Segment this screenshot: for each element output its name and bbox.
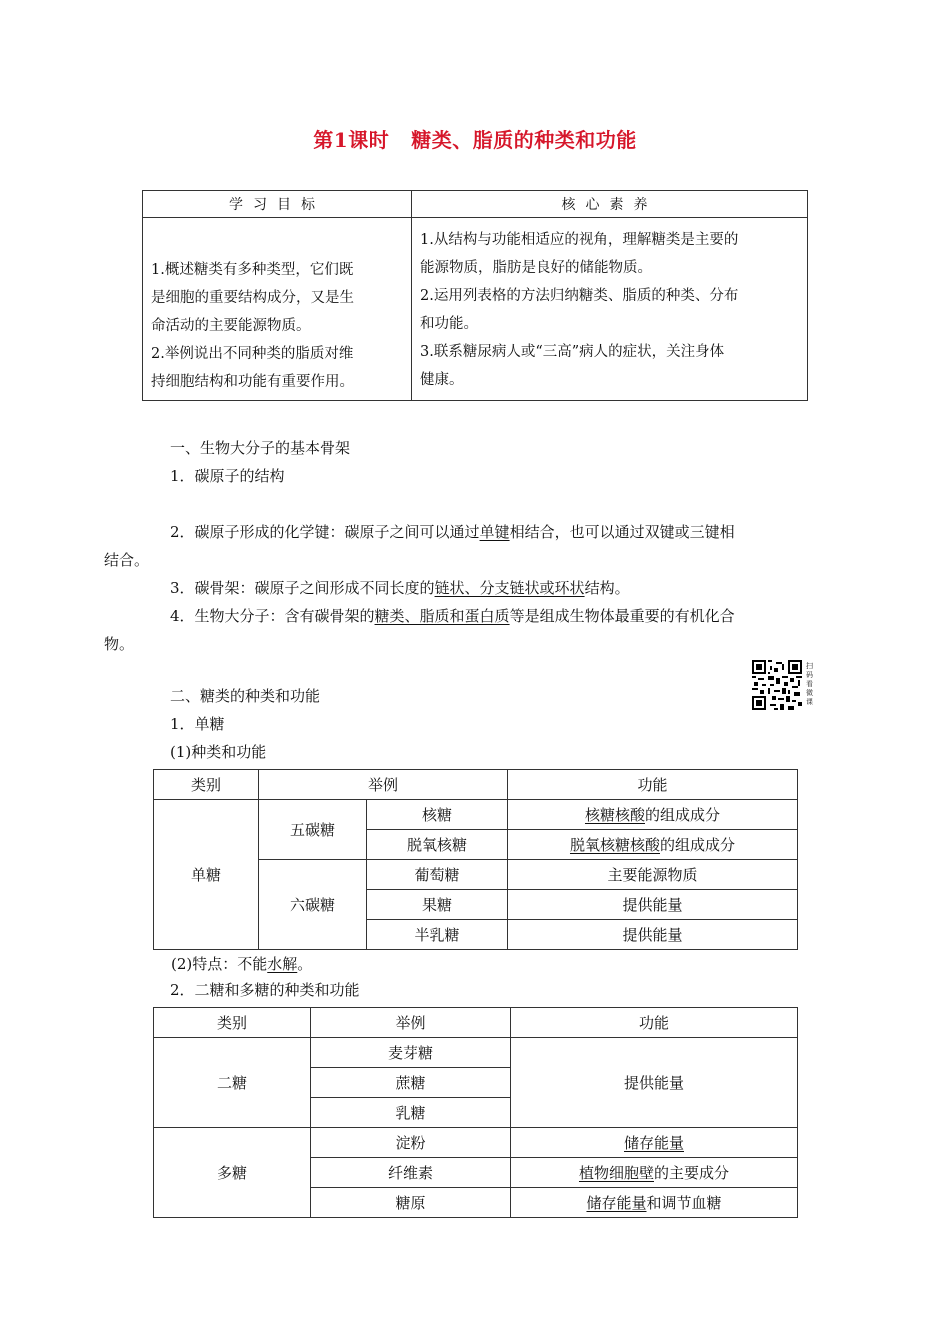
function-cell: [508, 800, 798, 830]
text: 3．碳骨架：碳原子之间形成不同长度的: [170, 579, 435, 597]
example-cell: 麦芽糖: [311, 1038, 511, 1068]
example-cell: 纤维素: [311, 1158, 511, 1188]
function-cell: 提供能量: [511, 1038, 798, 1128]
section2-sub2: 2．二糖和多糖的种类和功能: [170, 981, 360, 999]
answer-blank: 糖类、脂质和蛋白质: [374, 607, 510, 625]
qr-caption: 扫码看微课: [806, 662, 813, 706]
disaccharide-polysaccharide-table: [153, 1007, 798, 1218]
category-cell: 单糖: [154, 800, 259, 950]
section2-sub1b: [171, 950, 811, 978]
text: (2)特点：不能: [171, 955, 268, 973]
literacy-line: 2.运用列表格的方法归纳糖类、脂质的种类、分布: [420, 288, 739, 304]
text: 物。: [104, 635, 135, 653]
example-cell: 淀粉: [311, 1128, 511, 1158]
answer-blank: 储存能量: [623, 1134, 684, 1152]
text: 结合。: [104, 551, 150, 569]
function-cell: [511, 1128, 798, 1158]
lesson-topic: 糖类、脂质的种类和功能: [411, 128, 637, 152]
text: 4．生物大分子：含有碳骨架的: [170, 607, 375, 625]
text: 和调节血糖: [646, 1194, 722, 1212]
section2-sub1a: (1)种类和功能: [170, 743, 267, 761]
example-cell: 蔗糖: [311, 1068, 511, 1098]
col-header: 举例: [311, 1008, 511, 1038]
answer-blank: 单键: [479, 523, 510, 541]
section1-item1: 1．碳原子的结构: [170, 467, 285, 485]
example-cell: 果糖: [367, 890, 508, 920]
section1-item2: [104, 518, 809, 574]
text: 结构。: [584, 579, 630, 597]
answer-blank: 储存能量: [586, 1194, 647, 1212]
text: 相结合，也可以通过双键或三键相: [509, 523, 735, 541]
goal-line: 命活动的主要能源物质。: [151, 318, 311, 334]
col-header: 举例: [259, 770, 508, 800]
section2-heading: 二、糖类的种类和功能: [170, 687, 321, 705]
goal-line: 1.概述糖类有多种类型，它们既: [151, 262, 354, 278]
text: 的组成成分: [660, 836, 736, 854]
text: 2．碳原子形成的化学键：碳原子之间可以通过: [170, 523, 480, 541]
category-cell: 二糖: [154, 1038, 311, 1128]
function-cell: [511, 1158, 798, 1188]
col-header: 功能: [511, 1008, 798, 1038]
goal-line: 2.举例说出不同种类的脂质对维: [151, 346, 354, 362]
page-title: [0, 124, 950, 153]
example-cell: 糖原: [311, 1188, 511, 1218]
section2-sub1: 1．单糖: [170, 715, 225, 733]
col-header: 类别: [154, 1008, 311, 1038]
example-cell: 脱氧核糖: [367, 830, 508, 860]
goal-line: 持细胞结构和功能有重要作用。: [151, 374, 354, 390]
function-cell: [511, 1188, 798, 1218]
section1-item3: [137, 574, 809, 602]
literacy-line: 能源物质，脂肪是良好的储能物质。: [420, 260, 652, 276]
learning-goals-cell: [143, 218, 412, 401]
section1-item4: [104, 602, 809, 658]
example-cell: 乳糖: [311, 1098, 511, 1128]
example-cell: 葡萄糖: [367, 860, 508, 890]
literacy-line: 3.联系糖尿病人或“三高”病人的症状，关注身体: [420, 344, 725, 360]
text: 等是组成生物体最重要的有机化合: [509, 607, 735, 625]
monosaccharide-table: [153, 769, 798, 950]
col-header: 类别: [154, 770, 259, 800]
function-cell: 提供能量: [508, 890, 798, 920]
function-cell: 提供能量: [508, 920, 798, 950]
text: 。: [297, 955, 313, 973]
core-literacy-cell: [412, 218, 808, 401]
header-learning-goals: 学习目标: [143, 191, 412, 218]
col-header: 功能: [508, 770, 798, 800]
answer-blank: 植物细胞壁: [578, 1164, 654, 1182]
answer-blank: 脱氧核糖核酸: [569, 836, 660, 854]
group-cell: 五碳糖: [259, 800, 367, 860]
header-core-literacy: 核心素养: [412, 191, 808, 218]
goal-line: 是细胞的重要结构成分，又是生: [151, 290, 354, 306]
text: 的主要成分: [654, 1164, 730, 1182]
literacy-line: 和功能。: [420, 316, 478, 332]
objectives-table: [142, 190, 808, 401]
answer-blank: 链状、分支链状或环状: [434, 579, 585, 597]
function-cell: [508, 830, 798, 860]
example-cell: 半乳糖: [367, 920, 508, 950]
function-cell: 主要能源物质: [508, 860, 798, 890]
category-cell: 多糖: [154, 1128, 311, 1218]
section1-heading: 一、生物大分子的基本骨架: [170, 439, 351, 457]
text: 的组成成分: [645, 806, 721, 824]
group-cell: 六碳糖: [259, 860, 367, 950]
literacy-line: 1.从结构与功能相适应的视角，理解糖类是主要的: [420, 232, 739, 248]
example-cell: 核糖: [367, 800, 508, 830]
answer-blank: 核糖核酸: [584, 806, 645, 824]
literacy-line: 健康。: [420, 372, 464, 388]
answer-blank: 水解: [267, 955, 298, 973]
lesson-number: 第1课时: [313, 128, 390, 152]
